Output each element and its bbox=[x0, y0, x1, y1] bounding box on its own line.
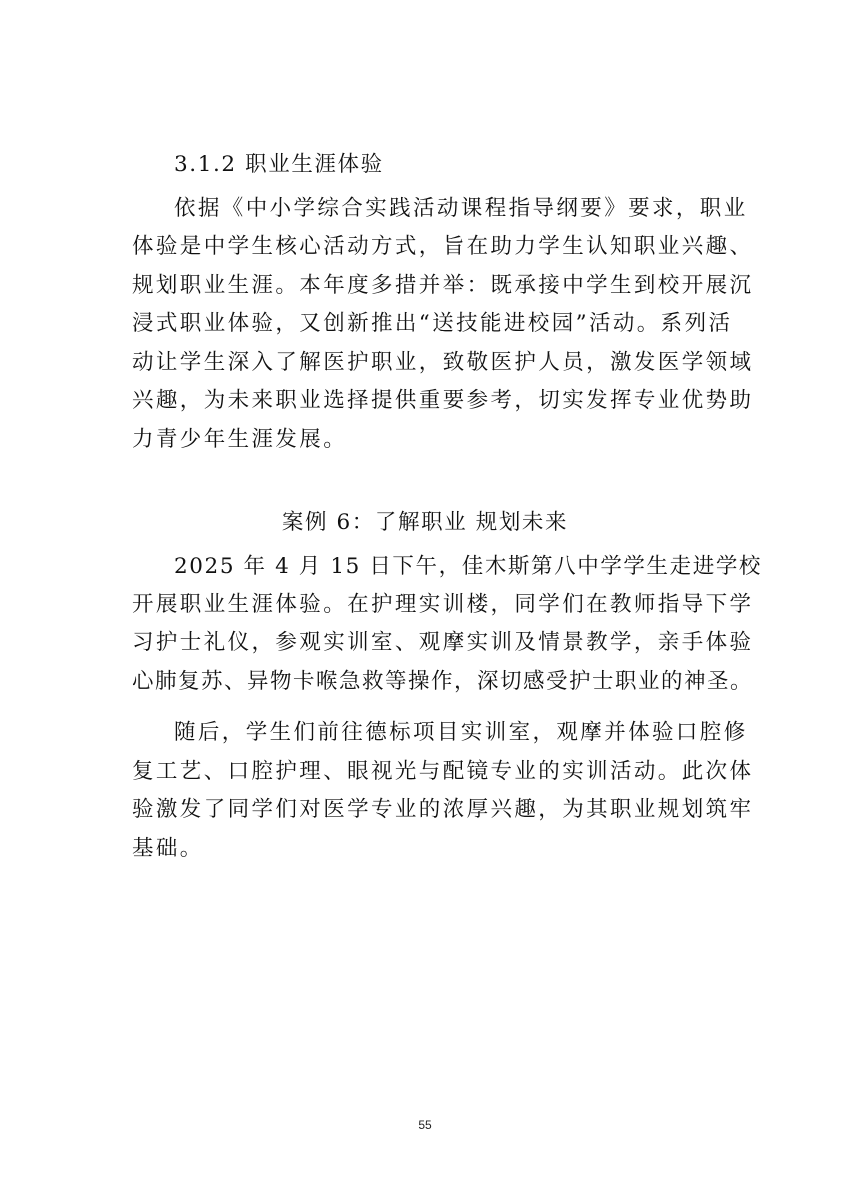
case-paragraph-line: 习护士礼仪，参观实训室、观摩实训及情景教学，亲手体验 bbox=[132, 630, 754, 655]
section-paragraph-line: 体验是中学生核心活动方式，旨在助力学生认知职业兴趣、 bbox=[132, 234, 754, 259]
case-paragraph-line: 2025 年 4 月 15 日下午，佳木斯第八中学学生走进学校 bbox=[174, 554, 763, 579]
section-paragraph-line: 力青少年生涯发展。 bbox=[132, 427, 348, 452]
page-number: 55 bbox=[418, 1118, 432, 1132]
section-paragraph-line: 兴趣，为未来职业选择提供重要参考，切实发挥专业优势助 bbox=[132, 388, 754, 413]
case-paragraph-line: 开展职业生涯体验。在护理实训楼，同学们在教师指导下学 bbox=[132, 592, 754, 617]
section-heading: 3.1.2 职业生涯体验 bbox=[174, 152, 384, 177]
section-paragraph-line: 动让学生深入了解医护职业，致敬医护人员，激发医学领域 bbox=[132, 350, 754, 375]
case-paragraph-line: 心肺复苏、异物卡喉急救等操作，深切感受护士职业的神圣。 bbox=[132, 669, 754, 694]
case-paragraph-line: 复工艺、口腔护理、眼视光与配镜专业的实训活动。此次体 bbox=[132, 759, 754, 784]
case-paragraph-line: 验激发了同学们对医学专业的浓厚兴趣，为其职业规划筑牢 bbox=[132, 797, 754, 822]
case-title: 案例 6：了解职业 规划未来 bbox=[281, 510, 569, 535]
case-paragraph-line: 随后，学生们前往德标项目实训室，观摩并体验口腔修 bbox=[174, 720, 748, 745]
case-paragraph-line: 基础。 bbox=[132, 836, 204, 861]
section-paragraph-line: 浸式职业体验，又创新推出“送技能进校园”活动。系列活 bbox=[132, 311, 733, 336]
section-paragraph-line: 规划职业生涯。本年度多措并举：既承接中学生到校开展沉 bbox=[132, 273, 754, 298]
section-paragraph-line: 依据《中小学综合实践活动课程指导纲要》要求，职业 bbox=[174, 196, 748, 221]
